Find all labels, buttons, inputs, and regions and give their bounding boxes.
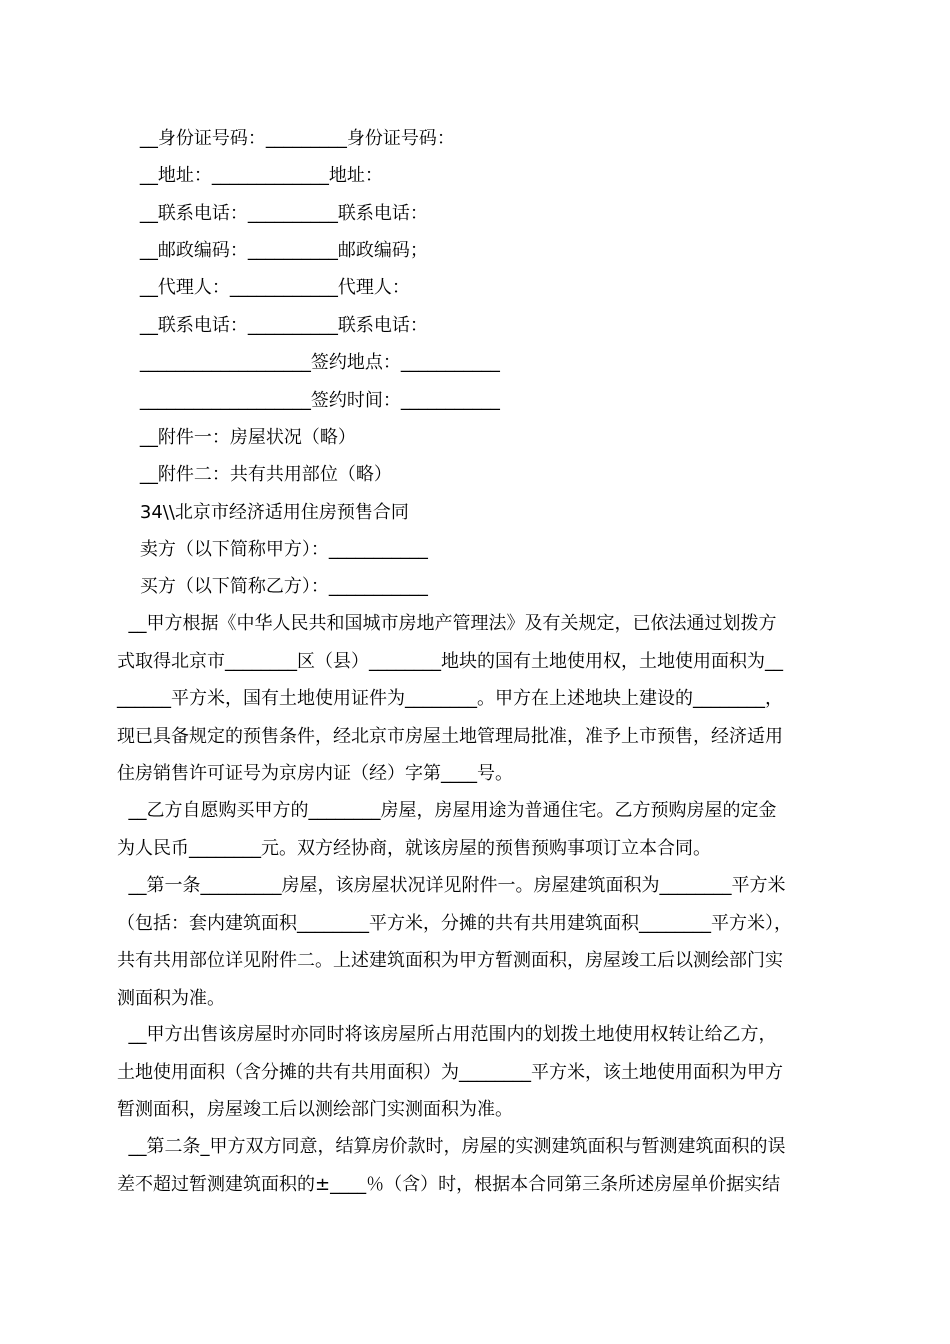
paragraph-line: 住房销售许可证号为京房内证（经）字第____号。 (117, 763, 513, 784)
id-number-line: __身份证号码：_________身份证号码： (117, 128, 455, 149)
contract-title: 34\\北京市经济适用住房预售合同 (117, 502, 409, 523)
agent-phone-line: __联系电话：__________联系电话： (117, 315, 428, 336)
signing-time-line: ___________________签约时间：___________ (117, 390, 500, 411)
paragraph-line: 暂测面积，房屋竣工后以测绘部门实测面积为准。 (117, 1099, 513, 1120)
paragraph-article-1 (117, 873, 837, 1023)
attachment-1-line: __附件一：房屋状况（略） (117, 427, 356, 448)
paragraph-purchase (117, 798, 837, 873)
paragraph-line: __第一条_________房屋，该房屋状况详见附件一。房屋建筑面积为________平方米 (117, 875, 786, 896)
agent-line: __代理人：____________代理人： (117, 277, 410, 298)
paragraph-line: 土地使用面积（含分摊的共有共用面积）为________平方米，该土地使用面积为甲方 (117, 1061, 783, 1083)
buyer-line: 买方（以下简称乙方）：___________ (117, 576, 428, 597)
paragraph-line: 现已具备规定的预售条件，经北京市房屋土地管理局批准，准予上市预售，经济适用 (117, 725, 783, 747)
phone-line: __联系电话：__________联系电话： (117, 203, 428, 224)
paragraph-line: 式取得北京市________区（县）________地块的国有土地使用权，土地使用面积为__ (117, 650, 783, 672)
seller-line: 卖方（以下简称甲方）：___________ (117, 539, 428, 560)
attachment-2-line: __附件二：共有共用部位（略） (117, 464, 392, 485)
paragraph-line: __乙方自愿购买甲方的________房屋，房屋用途为普通住宅。乙方预购房屋的定金 (117, 800, 777, 821)
paragraph-line: __甲方出售该房屋时亦同时将该房屋所占用范围内的划拨土地使用权转让给乙方， (117, 1024, 777, 1045)
address-line: __地址：_____________地址： (117, 165, 383, 186)
postal-code-line: __邮政编码：__________邮政编码； (117, 240, 428, 261)
paragraph-land-transfer (117, 1022, 837, 1135)
paragraph-land-use (117, 611, 837, 799)
paragraph-line: 为人民币________元。双方经协商，就该房屋的预售预购事项订立本合同。 (117, 837, 711, 859)
paragraph-article-2 (117, 1134, 837, 1209)
paragraph-line: ______平方米，国有土地使用证件为________。甲方在上述地块上建设的________， (117, 688, 783, 709)
paragraph-line: __第二条_甲方双方同意，结算房价款时，房屋的实测建筑面积与暂测建筑面积的误 (117, 1136, 786, 1157)
paragraph-line: 测面积为准。 (117, 987, 225, 1009)
paragraph-line: （包括：套内建筑面积________平方米，分摊的共有共用建筑面积________平方米）， (117, 912, 792, 934)
paragraph-line: __甲方根据《中华人民共和国城市房地产管理法》及有关规定，已依法通过划拨方 (117, 613, 777, 634)
paragraph-line: 共有共用部位详见附件二。上述建筑面积为甲方暂测面积，房屋竣工后以测绘部门实 (117, 950, 783, 971)
signing-place-line: ___________________签约地点：___________ (117, 352, 500, 373)
paragraph-line: 差不超过暂测建筑面积的±____％（含）时，根据本合同第三条所述房屋单价据实结 (117, 1173, 781, 1195)
